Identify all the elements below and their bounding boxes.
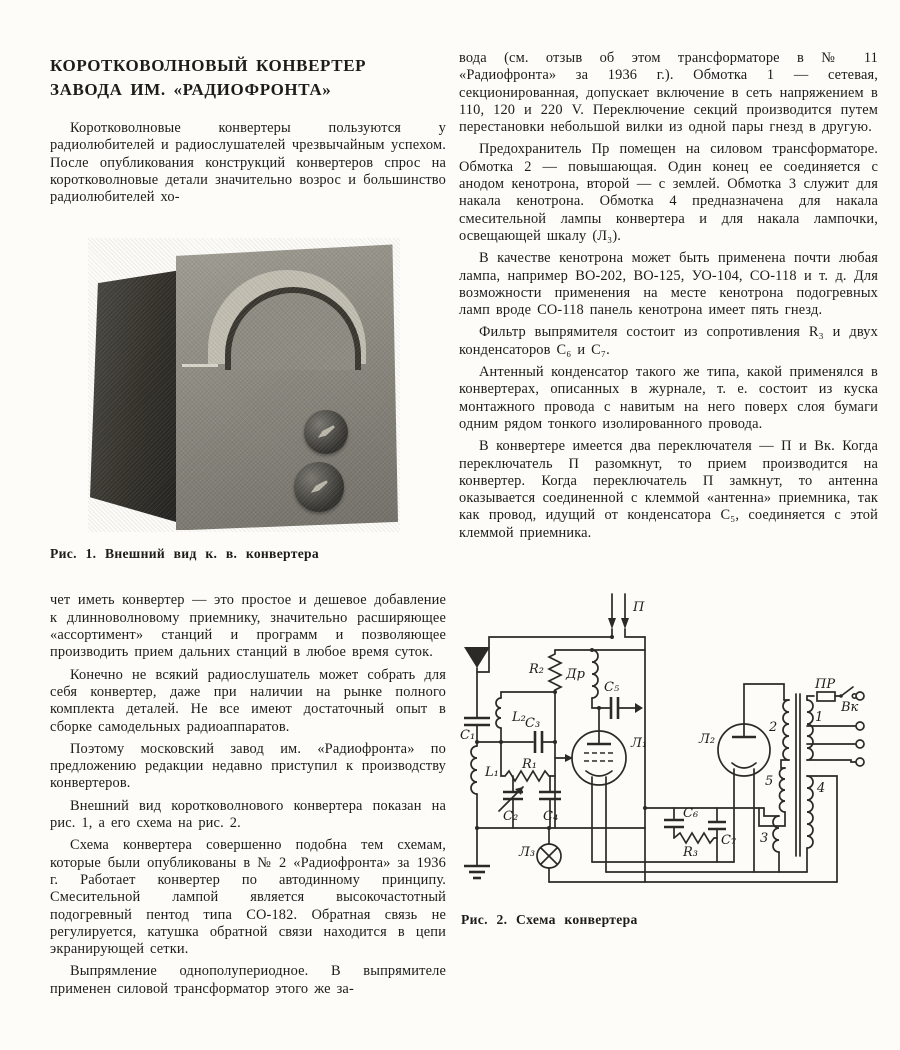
right-paragraph: Антенный конденсатор такого же типа, какой применялся в конвертерах, описанных в журнале, т. е. состоит из куска монтажного провода с навитым на него поверх слоя бумаги одним рядом тонкого изолированного провода. bbox=[459, 364, 878, 432]
column-left bbox=[50, 54, 446, 1003]
right-paragraph: В качестве кенотрона может быть применена почти любая лампа, например ВО-202, ВО-125, УО-104, СО-118 и т. д. Для возможности применения на месте кенотрона подогревных ламп вроде СО-118 панель кенотрона имеет пять гнезд. bbox=[459, 250, 878, 319]
photo-cabinet-front bbox=[176, 244, 398, 530]
left-paragraph: Конечно не всякий радиослушатель может собрать для себя конвертер, даже при наличии на рынке полного комплекта деталей. Не все имеют достаточный опыт в сборке самодельных радиоаппаратов. bbox=[50, 666, 446, 735]
left-paragraph: Поэтому московский завод им. «Радиофронта» по предложению редакции недавно приступил к производству конвертеров. bbox=[50, 740, 446, 792]
fig1-caption: Рис. 1. Внешний вид к. в. конвертера bbox=[50, 546, 319, 562]
label-choke: Др bbox=[566, 667, 585, 683]
label-fuse: ПР bbox=[815, 677, 836, 693]
label-winding3: 3 bbox=[760, 831, 769, 847]
photo-dial-arch bbox=[208, 270, 366, 364]
transformer-core bbox=[796, 694, 800, 856]
label-winding1: 1 bbox=[815, 710, 824, 726]
fuse-symbol bbox=[817, 692, 840, 701]
label-r2: R₂ bbox=[529, 662, 544, 678]
label-c5: С₅ bbox=[604, 680, 620, 696]
article-title-line1: КОРОТКОВОЛНОВЫЙ КОНВЕРТЕР bbox=[50, 56, 367, 75]
label-plug: П bbox=[633, 600, 645, 616]
label-r1: R₁ bbox=[522, 757, 537, 773]
label-winding4: 4 bbox=[817, 781, 826, 797]
left-paragraph: чет иметь конвертер — это простое и дешевое добавление к длинноволновому приемнику, значительно расширяющее «ассортимент» станций и программ и позволяющее производить прием дальних станций в любое время суток. bbox=[50, 592, 446, 661]
column-right bbox=[459, 50, 878, 928]
article-title bbox=[50, 54, 446, 102]
plug-symbol bbox=[477, 594, 645, 672]
photo-cabinet-side bbox=[90, 270, 178, 522]
label-winding5: 5 bbox=[765, 774, 774, 790]
dial-lamp bbox=[537, 828, 561, 882]
intro-paragraph: Коротковолновые конвертеры пользуются у радиолюбителей и радиослушателей чрезвычайным успехом. После опубликования конструкций конвертеров спрос на коротковолновые детали значительно возрос и большинство радиолюбителей хо- bbox=[50, 120, 446, 206]
converter-photo bbox=[88, 238, 400, 532]
photo-knob-upper bbox=[304, 410, 348, 454]
label-c3: С₃ bbox=[525, 716, 541, 732]
choke-coil bbox=[592, 650, 599, 744]
photo-dial-pointer bbox=[182, 364, 218, 367]
left-paragraph: Внешний вид коротковолнового конвертера показан на рис. 1, а его схема на рис. 2. bbox=[50, 797, 446, 832]
label-lamp: Л₃ bbox=[519, 845, 536, 861]
photo-knob-lower bbox=[294, 462, 344, 512]
label-c4: С₄ bbox=[543, 809, 559, 825]
label-c1: С₁ bbox=[460, 728, 476, 744]
left-paragraph: Схема конвертера совершенно подобна тем схемам, которые были опубликованы в № 2 «Радиофронта» за 1936 г. Работает конвертер по автодинному принципу. Смесительной лампой является высокочастотный подогревный пентод типа СО-182. Обратная связь не регулируется, катушка обратной связи находится в цепи экранирующей сетки. bbox=[50, 837, 446, 958]
capacitor-c3 bbox=[477, 731, 555, 753]
right-paragraph: вода (см. отзыв об этом трансформаторе в № 11 «Радиофронта» за 1936 г.). Обмотка 1 — сетевая, секционированная, допускает включение в сеть напряжением в 110, 120 и 220 V. Переключение секций производится путем перестановки небольшой вилки из одной пары гнезд в другую. bbox=[459, 50, 878, 136]
right-paragraph: Фильтр выпрямителя состоит из сопротивления R₃ и двух конденсаторов С₆ и С₇. bbox=[459, 324, 878, 358]
label-winding2: 2 bbox=[769, 720, 778, 736]
label-r3: R₃ bbox=[683, 845, 698, 861]
label-l2: L₂ bbox=[512, 710, 526, 726]
label-c2: С₂ bbox=[503, 809, 519, 825]
left-paragraph: Выпрямление однополупериодное. В выпрямителе применен силовой трансформатор этого же за- bbox=[50, 963, 446, 997]
antenna-symbol bbox=[464, 647, 490, 718]
coil-l1 bbox=[471, 746, 477, 866]
article-title-line2: ЗАВОДА ИМ. «РАДИОФРОНТА» bbox=[50, 80, 332, 99]
label-switch: Вк bbox=[841, 700, 859, 716]
bottom-bus-wires bbox=[549, 862, 837, 882]
label-tube2: Л₂ bbox=[699, 732, 716, 748]
tube-l1 bbox=[555, 731, 626, 872]
label-c7: С₇ bbox=[721, 833, 737, 849]
fig2-caption: Рис. 2. Схема конвертера bbox=[461, 912, 638, 928]
circuit-schematic-svg bbox=[459, 580, 879, 902]
label-c6: С₆ bbox=[683, 806, 699, 822]
photo-dial-arch-inner bbox=[225, 287, 361, 370]
capacitor-c5 bbox=[599, 697, 643, 719]
rectifier-filter bbox=[645, 808, 764, 862]
label-tube1: Л₁ bbox=[631, 736, 648, 752]
winding-2 bbox=[781, 700, 789, 768]
circuit-schematic bbox=[459, 580, 878, 902]
right-paragraph: В конвертере имеется два переключателя — П и Вк. Когда переключатель П разомкнут, то прием производится на конвертер. Когда переключатель П замкнут, то антенна оказывается соединенной с клеммой «антенна» приемника, так как провод, идущий от конденсатора С₅, соединяется с этой клеммой приемника. bbox=[459, 438, 878, 541]
power-switch bbox=[839, 687, 856, 698]
label-l1: L₁ bbox=[485, 765, 499, 781]
ground-symbol bbox=[464, 866, 490, 878]
right-paragraph: Предохранитель Пр помещен на силовом трансформаторе. Обмотка 2 — повышающая. Один конец ее соединяется с анодом кенотрона, второй — с землей. Обмотка 3 служит для накала кенотрона. Обмотка 4 предназначена для накала смесительной лампы конвертера и для накала лампочки, освещающей шкалу (Л₃). bbox=[459, 141, 878, 244]
